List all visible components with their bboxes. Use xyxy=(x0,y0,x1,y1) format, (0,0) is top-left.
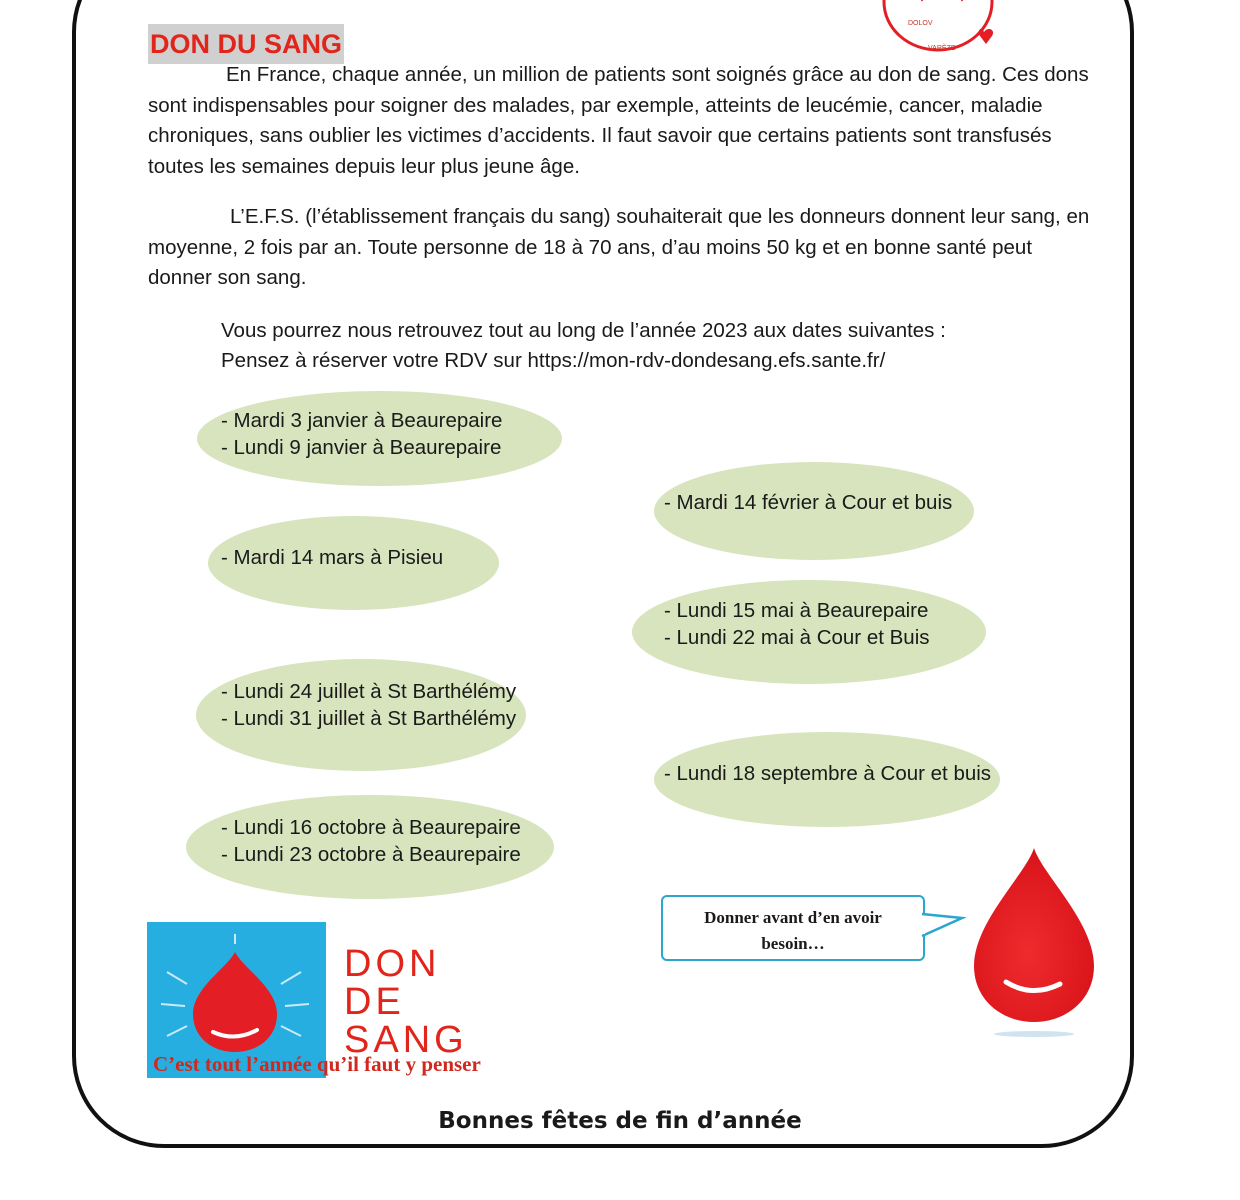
date-group-september xyxy=(664,760,991,787)
dates-intro-line-1: Vous pourrez nous retrouvez tout au long de l’année 2023 aux dates suivantes : xyxy=(221,319,946,342)
date-item: - Lundi 15 mai à Beaurepaire xyxy=(664,599,929,622)
page-title: DON DU SANG xyxy=(148,24,344,64)
bubble-line-1: Donner avant d’en avoir xyxy=(704,908,882,927)
logo-word-sang: SANG xyxy=(344,1019,468,1061)
intro-paragraph: En France, chaque année, un million de patients sont soignés grâce au don de sang. Ces dons sont indispensables pour soigner des malades, par exemple, atteints de leucémie, cancer, maladie chroniques, sans oublier les victimes d’accidents. Il faut savoir que certains patients sont transfusés toutes les semaines depuis leur plus jeune âge. xyxy=(148,63,1089,178)
date-item: - Lundi 23 octobre à Beaurepaire xyxy=(221,843,521,866)
date-group-february xyxy=(664,489,952,516)
dates-intro xyxy=(221,316,946,376)
logo-word-de: DE xyxy=(344,981,405,1023)
date-group-march xyxy=(221,544,443,571)
date-item: - Lundi 24 juillet à St Barthélémy xyxy=(221,680,517,703)
date-item: - Mardi 14 mars à Pisieu xyxy=(221,546,444,569)
speech-bubble xyxy=(661,895,925,961)
date-item: - Lundi 9 janvier à Beaurepaire xyxy=(221,436,502,459)
dates-intro-line-2: Pensez à réserver votre RDV sur https://mon-rdv-dondesang.efs.sante.fr/ xyxy=(221,349,886,372)
asso-logo-text-2: VARÈZE xyxy=(928,45,956,52)
date-item: - Lundi 16 octobre à Beaurepaire xyxy=(221,816,521,839)
date-item: - Lundi 22 mai à Cour et Buis xyxy=(664,626,930,649)
efs-paragraph: L’E.F.S. (l’établissement français du sang) souhaiterait que les donneurs donnent leur sang, en moyenne, 2 fois par an. Toute personne de 18 à 70 ans, d’au moins 50 kg et en bonne santé peut donner son sang. xyxy=(148,205,1090,289)
date-item: - Mardi 14 février à Cour et buis xyxy=(664,491,953,514)
logo-word-don: DON xyxy=(344,943,441,985)
date-group-october xyxy=(221,814,521,868)
date-item: - Lundi 31 juillet à St Barthélémy xyxy=(221,707,517,730)
bubble-tail-icon xyxy=(920,910,966,940)
footer-greeting: Bonnes fêtes de fin d’année xyxy=(438,1108,802,1134)
date-item: - Lundi 18 septembre à Cour et buis xyxy=(664,762,992,785)
date-group-july xyxy=(221,678,516,732)
association-logo xyxy=(880,0,1000,56)
slogan: C’est tout l’année qu’il faut y penser xyxy=(153,1052,481,1076)
date-item: - Mardi 3 janvier à Beaurepaire xyxy=(221,409,503,432)
asso-logo-text-1: DOLOV xyxy=(908,20,933,27)
blood-drop-large-icon xyxy=(966,846,1102,1042)
bubble-line-2: besoin… xyxy=(761,934,825,953)
date-group-january xyxy=(221,407,502,461)
date-group-may xyxy=(664,597,930,651)
